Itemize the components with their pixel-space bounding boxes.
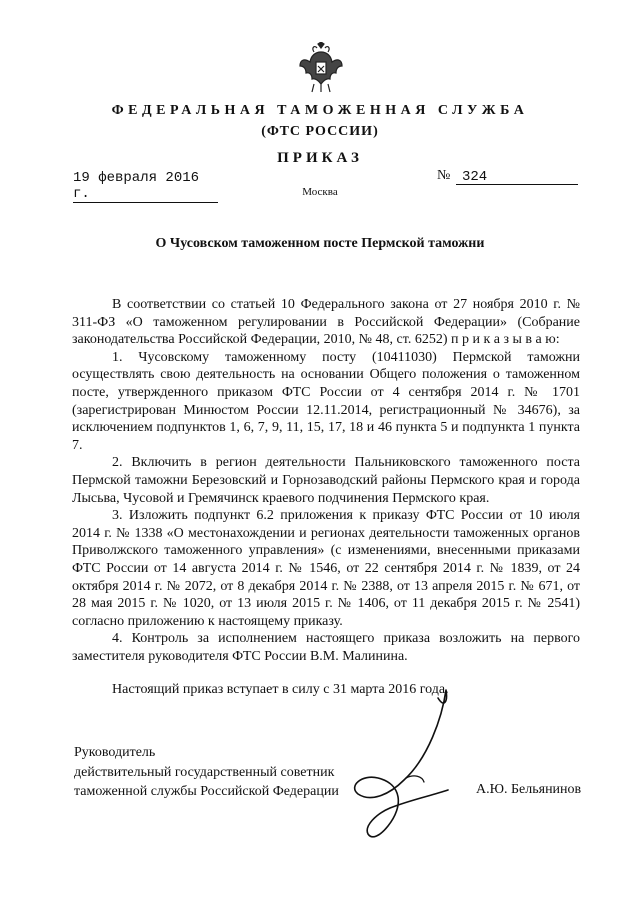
document-type: ПРИКАЗ xyxy=(277,150,363,166)
document-number: 324 xyxy=(462,169,488,185)
signer-title-line-2: действительный государственный советник xyxy=(74,764,335,780)
signer-title xyxy=(74,743,339,802)
signer-title-line-3: таможенной службы Российской Федерации xyxy=(74,784,339,799)
agency-short-name: (ФТС РОССИИ) xyxy=(261,124,379,139)
signature-icon xyxy=(318,678,488,848)
agency-name: ФЕДЕРАЛЬНАЯ ТАМОЖЕННАЯ СЛУЖБА xyxy=(111,103,529,118)
paragraph-item-1: 1. Чусовскому таможенному посту (10411030) Пермской таможни осуществлять свою деятельность на основании Общего положения о таможенном посте, утвержденного приказом ФТС России от 4 сентября 2014 г. № 1701 (зарегистрирован Минюстом России 12.11.2014, регистрационный № 34676), за исключением подпунктов 1, 6, 7, 9, 11, 15, 17, 18 и 46 пункта 5 и подпункта 1 пункта 7. xyxy=(72,349,580,453)
signer-title-line-1: Руководитель xyxy=(74,745,156,760)
document-body xyxy=(72,296,580,665)
emblem-icon xyxy=(298,42,344,94)
effective-date-statement: Настоящий приказ вступает в силу с 31 марта 2016 года. xyxy=(112,682,449,697)
paragraph-item-4: 4. Контроль за исполнением настоящего приказа возложить на первого заместителя руководителя ФТС России В.М. Малинина. xyxy=(72,631,580,664)
paragraph-item-3: 3. Изложить подпункт 6.2 приложения к приказу ФТС России от 10 июля 2014 г. № 1338 «О местонахождении и регионах деятельности таможенных органов Приволжского таможенного управления» (с изменениями, внесенными приказами ФТС России от 14 августа 2014 г. № 1546, от 22 сентября 2014 г. № 1839, от 24 октября 2014 г. № 2072, от 8 декабря 2014 г. № 2388, от 13 апреля 2015 г. № 671, от 28 мая 2015 г. № 1020, от 13 июля 2015 г. № 1406, от 11 декабря 2015 г. № 2541) согласно приложению к настоящему приказу. xyxy=(72,508,580,629)
paragraph-item-2: 2. Включить в регион деятельности Пальниковского таможенного поста Пермской таможни Березовский и Горнозаводский районы Пермского края и города Лысьва, Чусовой и Гремячинск краевого подчинения Пермского края. xyxy=(72,455,580,506)
number-label: № xyxy=(437,168,451,183)
paragraph-preamble: В соответствии со статьей 10 Федерального закона от 27 ноября 2010 г. № 311-ФЗ «О таможенном регулировании в Российской Федерации» (Собрание законодательства Российской Федерации, 2010, № 48, ст. 6252) п р и к а з ы в а ю: xyxy=(72,297,580,348)
signer-name: А.Ю. Бельянинов xyxy=(476,782,582,797)
document-subject: О Чусовском таможенном посте Пермской таможни xyxy=(155,236,485,251)
number-underline xyxy=(456,184,578,185)
document-date: 19 февраля 2016 г. xyxy=(73,170,218,203)
document-city: Москва xyxy=(302,186,338,198)
